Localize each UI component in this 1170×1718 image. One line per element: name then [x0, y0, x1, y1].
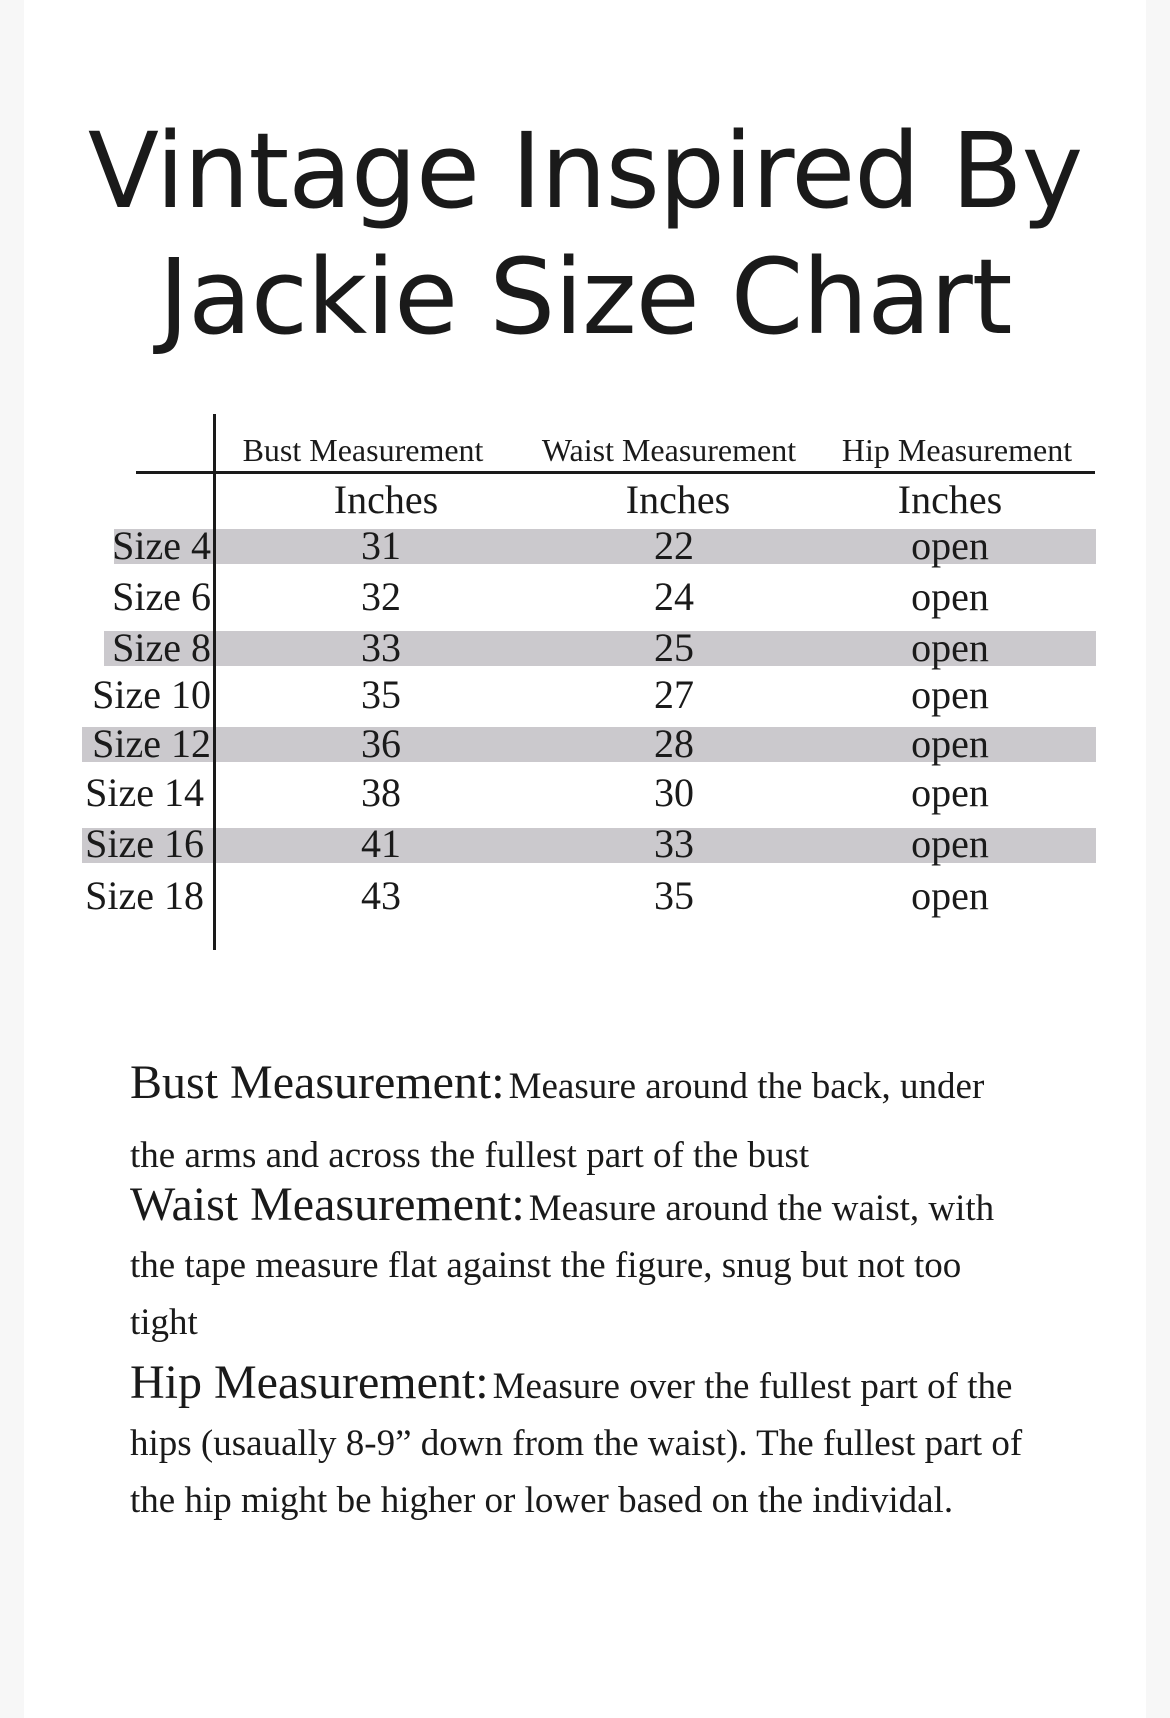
- bust-value: 38: [361, 770, 401, 815]
- note-heading: Bust Measurement:: [130, 1056, 505, 1109]
- hip-value: open: [911, 672, 989, 717]
- waist-value: 30: [654, 770, 694, 815]
- waist-value: 27: [654, 672, 694, 717]
- note-text: Measure over the fullest part of the hips (usaually 8-9” down from the waist). The fullest part of the hip might be higher or lower based on the individal.: [130, 1366, 1023, 1521]
- waist-value: 35: [654, 873, 694, 918]
- waist-value: 33: [654, 821, 694, 866]
- table-header-rule: [136, 471, 1095, 474]
- note-heading: Hip Measurement:: [130, 1356, 489, 1409]
- size-label: Size 12: [92, 721, 211, 766]
- hip-value: open: [911, 821, 989, 866]
- page-title-line-2: Jackie Size Chart: [158, 236, 1012, 358]
- page-title-line-1: Vintage Inspired By: [87, 110, 1083, 232]
- bust-value: 41: [361, 821, 401, 866]
- hip-value: open: [911, 523, 989, 568]
- note-heading: Waist Measurement:: [130, 1178, 525, 1231]
- hip-value: open: [911, 625, 989, 670]
- size-label: Size 8: [112, 625, 211, 670]
- bust-value: 36: [361, 721, 401, 766]
- hip-value: open: [911, 873, 989, 918]
- hip-value: open: [911, 770, 989, 815]
- unit-waist: Inches: [625, 477, 731, 522]
- note-text: Measure around the back, under the arms and across the fullest part of the bust: [130, 1066, 985, 1176]
- note-hip: [130, 1358, 1030, 1533]
- size-label: Size 18: [85, 873, 204, 918]
- bust-value: 32: [361, 574, 401, 619]
- column-header-bust: Bust Measurement: [242, 432, 484, 468]
- waist-value: 28: [654, 721, 694, 766]
- note-bust: [130, 1052, 1030, 1194]
- table-vertical-rule: [213, 414, 216, 950]
- note-waist: [130, 1180, 1030, 1355]
- size-label: Size 14: [85, 770, 204, 815]
- waist-value: 22: [654, 523, 694, 568]
- size-label: Size 16: [85, 821, 204, 866]
- column-header-hip: Hip Measurement: [841, 432, 1073, 468]
- hip-value: open: [911, 721, 989, 766]
- hip-value: open: [911, 574, 989, 619]
- waist-value: 25: [654, 625, 694, 670]
- bust-value: 31: [361, 523, 401, 568]
- size-label: Size 4: [112, 523, 211, 568]
- size-label: Size 10: [92, 672, 211, 717]
- bust-value: 35: [361, 672, 401, 717]
- bust-value: 43: [361, 873, 401, 918]
- note-text: Measure around the waist, with the tape measure flat against the figure, snug but not too tight: [130, 1188, 995, 1343]
- column-header-waist: Waist Measurement: [541, 432, 797, 468]
- unit-bust: Inches: [333, 477, 439, 522]
- size-label: Size 6: [112, 574, 211, 619]
- unit-hip: Inches: [897, 477, 1003, 522]
- bust-value: 33: [361, 625, 401, 670]
- waist-value: 24: [654, 574, 694, 619]
